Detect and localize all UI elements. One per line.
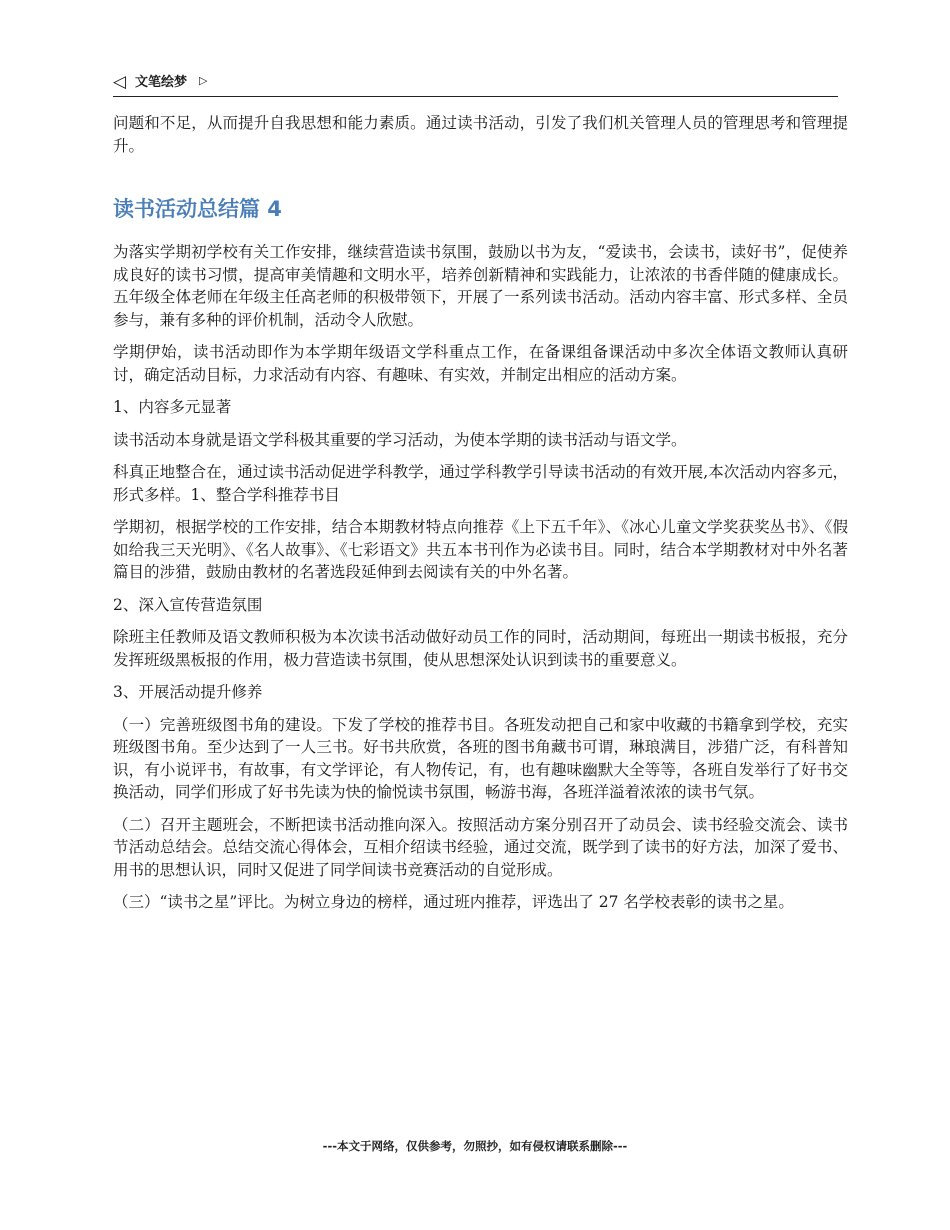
body-paragraph: （三）“读书之星”评比。为树立身边的榜样，通过班内推荐，评选出了 27 名学校表彰的读书之星。	[113, 893, 794, 911]
brand-name: 文笔绘梦	[135, 75, 188, 90]
triangle-right-icon: ▷	[199, 74, 208, 87]
body-paragraph: 学期伊始，读书活动即作为本学期年级语文学科重点工作，在备课组备课活动中多次全体语文教师认真研讨，确定活动目标，力求活动有内容、有趣味、有实效，并制定出相应的活动方案。	[113, 343, 848, 384]
body-paragraph: 除班主任教师及语文教师积极为本次读书活动做好动员工作的同时，活动期间，每班出一期读书板报，充分发挥班级黑板报的作用，极力营造读书氛围，使从思想深处认识到读书的重要意义。	[113, 628, 848, 669]
body-paragraph: 为落实学期初学校有关工作安排，继续营造读书氛围，鼓励以书为友，“爱读书，会读书，读好书”，促使养成良好的读书习惯，提高审美情趣和文明水平，培养创新精神和实践能力，让浓浓的书香伴随的健康成长。五年级全体老师在年级主任高老师的积极带领下，开展了一系列读书活动。活动内容丰富、形式多样、全员参与，兼有多种的评价机制，活动令人欣慰。	[113, 243, 848, 329]
body-paragraph: （一）完善班级图书角的建设。下发了学校的推荐书目。各班发动把自己和家中收藏的书籍拿到学校，充实班级图书角。至少达到了一人三书。好书共欣赏，各班的图书角藏书可谓，琳琅满目，涉猎广泛，有科普知识，有小说评书，有故事，有文学评论，有人物传记，有，也有趣味幽默大全等等，各班自发举行了好书交换活动，同学们形成了好书先读为快的愉悦读书氛围，畅游书海，各班洋溢着浓浓的读书气氛。	[113, 715, 848, 801]
page-header	[113, 70, 838, 97]
subheading: 2、深入宣传营造氛围	[113, 595, 263, 614]
section-title: 读书活动总结篇 4	[113, 197, 282, 221]
subheading: 1、内容多元显著	[113, 398, 232, 416]
triangle-left-icon: ◁	[113, 72, 127, 92]
document-body	[113, 112, 848, 924]
body-paragraph: 科真正地整合在，通过读书活动促进学科教学，通过学科教学引导读书活动的有效开展,本次活动内容多元，形式多样。1、整合学科推荐书目	[113, 463, 848, 504]
page-footer: ---本文于网络，仅供参考，勿照抄，如有侵权请联系删除---	[322, 1139, 628, 1153]
body-paragraph: 学期初，根据学校的工作安排，结合本期教材特点向推荐《上下五千年》、《冰心儿童文学奖获奖丛书》、《假如给我三天光明》、《名人故事》、《七彩语文》共五本书刊作为必读书目。同时，结合本学期教材对中外名著篇目的涉猎，鼓励由教材的名著选段延伸到去阅读有关的中外名著。	[113, 518, 848, 581]
subheading: 3、开展活动提升修养	[113, 683, 263, 701]
body-paragraph: 读书活动本身就是语文学科极其重要的学习活动，为使本学期的读书活动与语文学。	[113, 430, 687, 449]
intro-paragraph: 问题和不足，从而提升自我思想和能力素质。通过读书活动，引发了我们机关管理人员的管理思考和管理提升。	[113, 114, 848, 155]
body-paragraph: （二）召开主题班会，不断把读书活动推向深入。按照活动方案分别召开了动员会、读书经验交流会、读书节活动总结会。总结交流心得体会，互相介绍读书经验，通过交流，既学到了读书的好方法，加深了爱书、用书的思想认识，同时又促进了同学间读书竞赛活动的自觉形成。	[113, 815, 848, 879]
